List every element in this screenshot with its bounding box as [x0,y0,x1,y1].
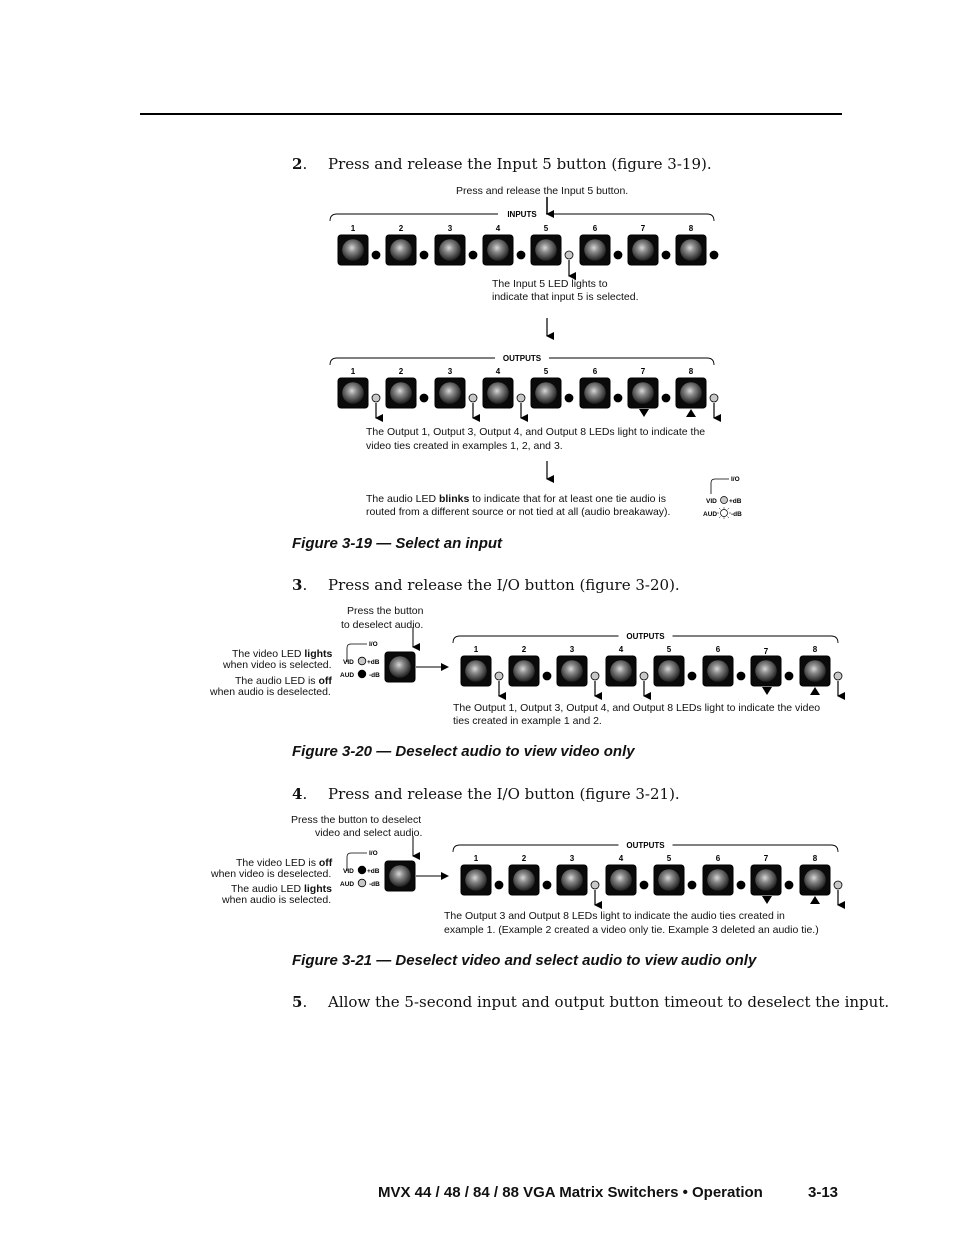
up-triangle-icon [810,896,820,904]
output-led-7 [662,394,670,402]
input-button-3 [435,235,465,265]
io-button [385,652,415,682]
step-number: 4 [292,785,303,803]
page-number: 3-13 [808,1184,839,1201]
fig19-out-note-2: video ties created in examples 1, 2, and 3. [366,440,563,452]
output-number: 8 [688,367,694,376]
step-5: 5. Allow the 5-second input and output button timeout to deselect the input. [292,993,890,1011]
up-triangle-icon [686,409,696,417]
step-number: 2 [292,155,303,173]
output-number: 4 [618,854,624,863]
up-triangle-icon [810,687,820,695]
output-number: 2 [521,854,527,863]
outputs-20-button-4 [606,656,636,686]
outputs-20-button-8 [800,656,830,686]
output-button-6 [580,378,610,408]
output-button-2 [386,378,416,408]
fig20-press-1: Press the button [347,605,424,617]
fig19-out-note-1: The Output 1, Output 3, Output 4, and Output 8 LEDs light to indicate the [366,426,706,438]
outputs-bracket-19 [330,354,714,365]
button-dome [390,382,412,404]
output-led-1 [372,394,380,402]
io-bracket [711,479,729,494]
figure-3-19-caption: Figure 3-19 — Select an input [292,535,503,552]
outputs-20-led-4 [640,672,648,680]
vid-led [358,657,366,665]
bracket-left [330,214,498,221]
step-2: 2. Press and release the Input 5 button (figure 3-19). [292,155,712,173]
button-dome [584,382,606,404]
output-number: 7 [640,367,646,376]
fig21-press-2: video and select audio. [315,827,423,839]
button-dome [680,382,702,404]
button-dome [804,660,826,682]
input-number: 5 [543,224,549,233]
fig20-vid-note-2: when video is selected. [223,659,332,671]
blink-ray [728,508,730,510]
fig21-out-note-1: The Output 3 and Output 8 LEDs light to indicate the audio ties created in [444,910,785,922]
outputs-20-led-2 [543,672,551,680]
output-led-3 [469,394,477,402]
fig20-vid-note-1: The video LED lights [232,648,333,660]
button-dome [389,865,411,887]
button-dome [342,382,364,404]
button-dome [389,656,411,678]
io-label: I/O [731,476,740,483]
button-dome [487,382,509,404]
step-3: 3. Press and release the I/O button (figure 3-20). [292,576,680,594]
output-number: 2 [521,645,527,654]
outputs-20-button-5 [654,656,684,686]
button-dome [610,660,632,682]
vid-led [721,497,728,504]
outputs-21-button-7 [751,865,781,895]
output-led-2 [420,394,428,402]
blink-ray [719,508,721,510]
outputs-21-led-6 [737,881,745,889]
input-button-6 [580,235,610,265]
input-led-4 [517,251,525,259]
aud-led [358,879,366,887]
output-number: 6 [715,854,721,863]
input-number: 2 [398,224,404,233]
bracket-right [546,214,714,221]
outputs-21-button-2 [509,865,539,895]
input-led-3 [469,251,477,259]
vid-led [358,866,366,874]
output-number: 5 [666,854,672,863]
output-led-4 [517,394,525,402]
outputs-21-led-3 [591,881,599,889]
blink-ray [719,517,721,519]
footer-title: MVX 44 / 48 / 84 / 88 VGA Matrix Switchers • Operation [378,1184,763,1201]
button-dome [632,239,654,261]
output-led-8 [710,394,718,402]
input-number: 4 [495,224,501,233]
output-number: 3 [447,367,453,376]
outputs-21-led-8 [834,881,842,889]
vid-label: VID [343,659,354,666]
output-number: 7 [763,854,769,863]
outputs-20-led-1 [495,672,503,680]
step-text: Allow the 5-second input and output button timeout to deselect the input. [328,993,890,1011]
button-dome [658,660,680,682]
aud-led [358,670,366,678]
button-dome [632,382,654,404]
output-number: 2 [398,367,404,376]
bracket-label: OUTPUTS [626,841,665,850]
minus-db-label: -dB [731,511,742,518]
io-button [385,861,415,891]
plus-db-label: +dB [729,498,742,505]
outputs-20-led-8 [834,672,842,680]
outputs-21-led-4 [640,881,648,889]
output-number: 8 [812,645,818,654]
step-text: Press and release the I/O button (figure 3-20). [328,576,680,594]
output-button-4 [483,378,513,408]
outputs-21-button-1 [461,865,491,895]
fig21-vid-note-1: The video LED is off [236,857,333,869]
button-dome [513,869,535,891]
output-button-8 [676,378,706,408]
input-led-6 [614,251,622,259]
fig19-audio-note-2: routed from a different source or not tied at all (audio breakaway). [366,506,671,518]
bracket-left [453,636,619,643]
fig21-aud-note-2: when audio is selected. [222,894,332,906]
fig19-audio-note-1: The audio LED blinks to indicate that for at least one tie audio is [366,493,667,505]
outputs-21-led-5 [688,881,696,889]
button-dome [755,660,777,682]
button-dome [439,382,461,404]
output-number: 4 [618,645,624,654]
input-number: 1 [350,224,356,233]
aud-led-blinking [721,510,728,517]
output-number: 6 [715,645,721,654]
blink-ray [728,517,730,519]
outputs-21-button-6 [703,865,733,895]
button-dome [487,239,509,261]
button-dome [561,869,583,891]
minus-db-label: -dB [369,881,380,888]
aud-label: AUD [703,511,718,518]
button-dome [465,869,487,891]
step-number: 3 [292,576,303,594]
connector-arrowhead [441,872,449,880]
button-dome [390,239,412,261]
bracket-right [673,636,839,643]
output-led-5 [565,394,573,402]
aud-label: AUD [340,881,355,888]
fig20-out-note-1: The Output 1, Output 3, Output 4, and Output 8 LEDs light to indicate the video [453,702,821,714]
button-dome [804,869,826,891]
bracket-label: OUTPUTS [502,354,542,363]
step-text: Press and release the Input 5 button (figure 3-19). [328,155,712,173]
output-button-5 [531,378,561,408]
outputs-21-button-8 [800,865,830,895]
bracket-right [673,845,839,852]
outputs-21-led-7 [785,881,793,889]
figure-3-21-caption: Figure 3-21 — Deselect video and select audio to view audio only [292,952,757,969]
output-number: 4 [495,367,501,376]
button-dome [439,239,461,261]
output-number: 8 [812,854,818,863]
input-led-7 [662,251,670,259]
outputs-21-button-3 [557,865,587,895]
output-number: 6 [592,367,598,376]
outputs-20-button-1 [461,656,491,686]
outputs-21-button-4 [606,865,636,895]
minus-db-label: -dB [369,672,380,679]
fig19-press-label: Press and release the Input 5 button. [456,185,629,197]
outputs-20-led-5 [688,672,696,680]
fig21-out-note-2: example 1. (Example 2 created a video only tie. Example 3 deleted an audio tie.) [444,924,819,936]
output-button-7 [628,378,658,408]
button-dome [535,239,557,261]
fig21-aud-note-1: The audio LED lights [231,883,332,895]
io-label: I/O [369,641,378,648]
bracket-right [549,358,714,365]
output-number: 5 [543,367,549,376]
input-led-8 [710,251,718,259]
input-button-2 [386,235,416,265]
aud-label: AUD [340,672,355,679]
plus-db-label: +dB [367,868,380,875]
step-4: 4. Press and release the I/O button (figure 3-21). [292,785,680,803]
input-button-4 [483,235,513,265]
step-number: 5 [292,993,303,1011]
figure-3-20-caption: Figure 3-20 — Deselect audio to view video only [292,743,635,760]
outputs-21-button-5 [654,865,684,895]
output-button-3 [435,378,465,408]
outputs-20-led-6 [737,672,745,680]
output-number: 3 [569,854,575,863]
output-number: 1 [473,854,479,863]
fig19-led-note-1: The Input 5 LED lights to [492,278,608,290]
fig20-aud-note-1: The audio LED is off [235,675,332,687]
button-dome [584,239,606,261]
vid-label: VID [706,498,717,505]
button-dome [535,382,557,404]
fig20-aud-note-2: when audio is deselected. [210,686,331,698]
bracket-left [330,358,495,365]
outputs-20-button-3 [557,656,587,686]
input-number: 3 [447,224,453,233]
input-number: 7 [640,224,646,233]
outputs-20-button-7 [751,656,781,686]
input-led-2 [420,251,428,259]
input-button-5 [531,235,561,265]
step-text: Press and release the I/O button (figure 3-21). [328,785,680,803]
button-dome [610,869,632,891]
bracket-label: INPUTS [507,210,537,219]
output-led-6 [614,394,622,402]
button-dome [707,869,729,891]
output-number: 1 [350,367,356,376]
outputs-20-led-7 [785,672,793,680]
down-triangle-icon [639,409,649,417]
fig20-out-note-2: ties created in example 1 and 2. [453,715,602,727]
output-number: 5 [666,645,672,654]
button-dome [513,660,535,682]
output-number: 7 [763,647,769,656]
down-triangle-icon [762,687,772,695]
output-button-1 [338,378,368,408]
input-led-5 [565,251,573,259]
input-button-7 [628,235,658,265]
outputs-20-button-2 [509,656,539,686]
button-dome [680,239,702,261]
outputs-20-led-3 [591,672,599,680]
outputs-21-led-2 [543,881,551,889]
input-number: 8 [688,224,694,233]
bracket-label: OUTPUTS [626,632,665,641]
connector-arrowhead [441,663,449,671]
io-indicator-19 [703,476,742,519]
input-button-1 [338,235,368,265]
button-dome [342,239,364,261]
button-dome [755,869,777,891]
button-dome [465,660,487,682]
inputs-bracket [330,210,714,221]
output-number: 3 [569,645,575,654]
button-dome [707,660,729,682]
fig19-led-note-2: indicate that input 5 is selected. [492,291,639,303]
outputs-21-bracket [453,841,838,852]
outputs-21-led-1 [495,881,503,889]
input-led-1 [372,251,380,259]
outputs-20-button-6 [703,656,733,686]
button-dome [561,660,583,682]
fig21-vid-note-2: when video is deselected. [211,868,332,880]
fig21-press-1: Press the button to deselect [291,814,422,826]
plus-db-label: +dB [367,659,380,666]
io-label: I/O [369,850,378,857]
button-dome [658,869,680,891]
vid-label: VID [343,868,354,875]
input-button-8 [676,235,706,265]
bracket-left [453,845,619,852]
input-number: 6 [592,224,598,233]
output-number: 1 [473,645,479,654]
down-triangle-icon [762,896,772,904]
fig20-press-2: to deselect audio. [341,619,424,631]
outputs-20-bracket [453,632,838,643]
